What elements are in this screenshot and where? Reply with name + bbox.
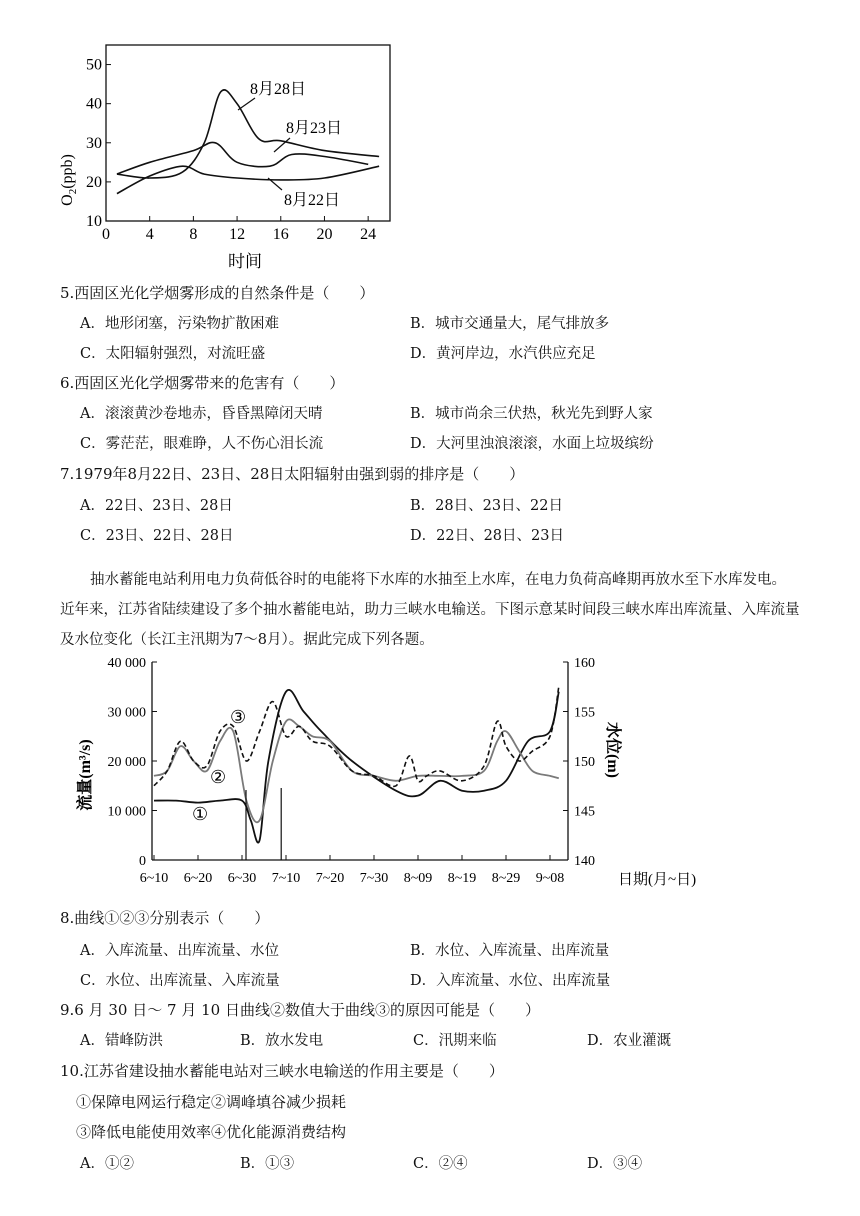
series-line-2 — [117, 166, 379, 193]
x-tick-label: 8~09 — [403, 871, 433, 886]
y-left-tick-label: 40 000 — [107, 656, 146, 671]
option-a[interactable]: A．入库流量、出库流量、水位 — [80, 943, 279, 959]
y-tick-label: 10 — [86, 213, 102, 230]
x-tick-label: 8~19 — [447, 871, 477, 886]
y-right-tick-label: 140 — [574, 854, 595, 869]
question-stem: 10.江苏省建设抽水蓄能电站对三峡水电输送的作用主要是（ ） — [60, 1062, 504, 1080]
option-a[interactable]: A．地形闭塞，污染物扩散困难 — [80, 316, 279, 332]
option-b[interactable]: B．城市尚余三伏热，秋光先到野人家 — [410, 406, 653, 422]
y-right-tick-label: 145 — [574, 804, 595, 820]
series-line-1 — [117, 142, 368, 174]
option-c[interactable]: C．水位、出库流量、入库流量 — [80, 973, 280, 989]
chart2-axes — [152, 662, 568, 860]
question-statement: ①保障电网运行稳定②调峰填谷减少损耗 — [76, 1093, 347, 1111]
series-label-aug23: 8月23日 — [286, 120, 343, 137]
option-b[interactable]: B．①③ — [240, 1156, 295, 1172]
x-tick-label: 8 — [189, 226, 198, 243]
chart1-series — [117, 90, 379, 194]
x-tick-label: 0 — [102, 226, 110, 243]
y-tick-label: 30 — [86, 134, 102, 152]
option-d[interactable]: D．22日、28日、23日 — [410, 528, 564, 544]
question-stem: 8.曲线①②③分别表示（ ） — [60, 909, 270, 927]
option-a[interactable]: A．滚滚黄沙卷地赤，昏昏黑障闭天晴 — [80, 406, 323, 422]
y-tick-label: 40 — [86, 95, 102, 113]
option-c[interactable]: C．②④ — [413, 1156, 468, 1172]
y-right-tick-label: 160 — [574, 656, 595, 671]
option-b[interactable]: B．水位、入库流量、出库流量 — [410, 943, 610, 959]
ozone-line-chart — [50, 40, 410, 275]
reservoir-flow-chart — [60, 650, 697, 895]
curve-label-3: ③ — [230, 707, 247, 727]
option-a[interactable]: A．错峰防洪 — [80, 1033, 163, 1049]
x-tick-label: 7~30 — [359, 871, 389, 886]
option-d[interactable]: D．农业灌溉 — [587, 1033, 672, 1049]
question-stem: 6.西固区光化学烟雾带来的危害有（ ） — [60, 374, 345, 392]
curve-label-2: ② — [210, 767, 227, 787]
y-left-tick-label: 30 000 — [107, 705, 146, 721]
y-right-tick-label: 150 — [574, 755, 595, 770]
x-tick-label: 20 — [316, 226, 333, 243]
series-label-aug22: 8月22日 — [284, 192, 341, 209]
x-tick-label: 7~10 — [271, 871, 301, 886]
y-right-tick-label: 155 — [574, 705, 595, 721]
option-b[interactable]: B．城市交通量大，尾气排放多 — [410, 316, 610, 332]
x-tick-label: 16 — [272, 226, 289, 243]
chart2-ylabel-left: 流量(m³/s) — [77, 739, 94, 811]
question-stem: 9.6 月 30 日～ 7 月 10 日曲线②数值大于曲线③的原因可能是（ ） — [60, 1001, 540, 1019]
y-left-tick-label: 0 — [139, 854, 146, 869]
chart1-ylabel: $O_2(ppb)$ — [59, 154, 79, 206]
option-d[interactable]: D．③④ — [587, 1156, 643, 1172]
option-d[interactable]: D．黄河岸边，水汽供应充足 — [410, 346, 596, 362]
chart2-ylabel-right: 水位(m) — [604, 722, 621, 778]
chart1-frame — [106, 45, 390, 221]
x-tick-label: 8~29 — [491, 871, 521, 886]
option-c[interactable]: C．雾茫茫，眼难睁，人不伤心泪长流 — [80, 436, 324, 452]
chart1-axes — [106, 45, 390, 221]
option-d[interactable]: D．入库流量、水位、出库流量 — [410, 973, 611, 989]
option-a[interactable]: A．22日、23日、28日 — [80, 498, 233, 514]
x-tick-label: 7~20 — [315, 871, 345, 886]
x-tick-label: 6~30 — [227, 871, 257, 886]
option-b[interactable]: B．放水发电 — [240, 1033, 324, 1049]
series-label-aug28: 8月28日 — [250, 81, 307, 98]
chart1-ticks — [86, 57, 376, 243]
x-tick-label: 6~10 — [139, 871, 169, 886]
option-c[interactable]: C．汛期来临 — [413, 1033, 497, 1049]
option-c[interactable]: C．23日、22日、28日 — [80, 528, 234, 544]
option-d[interactable]: D．大河里浊浪滚滚，水面上垃圾缤纷 — [410, 436, 654, 452]
y-tick-label: 50 — [86, 56, 102, 74]
x-tick-label: 24 — [360, 226, 377, 243]
x-tick-label: 4 — [145, 226, 154, 243]
x-tick-label: 9~08 — [535, 871, 565, 886]
y-tick-label: 20 — [86, 173, 102, 191]
x-tick-label: 6~20 — [183, 871, 213, 886]
option-a[interactable]: A．①② — [80, 1156, 134, 1172]
y-left-tick-label: 20 000 — [107, 755, 146, 770]
option-c[interactable]: C．太阳辐射强烈，对流旺盛 — [80, 346, 266, 362]
passage-text: 抽水蓄能电站利用电力负荷低谷时的电能将下水库的水抽至上水库，在电力负荷高峰期再放水至下水库发电。近年来，江苏省陆续建设了多个抽水蓄能电站，助力三峡水电输送。下图示意某时间段三峡水库出库流量、入库流量及水位变化（长江主汛期为7～8月）。据此完成下列各题。 — [60, 572, 800, 648]
question-stem: 7.1979年8月22日、23日、28日太阳辐射由强到弱的排序是（ ） — [60, 465, 525, 483]
chart1-xlabel: 时间 — [228, 252, 262, 271]
chart2-xlabel: 日期(月~日) — [618, 872, 697, 888]
leader-aug28 — [238, 98, 255, 110]
question-statement: ③降低电能使用效率④优化能源消费结构 — [76, 1123, 347, 1141]
option-b[interactable]: B．28日、23日、22日 — [410, 498, 564, 514]
y-left-tick-label: 10 000 — [107, 804, 146, 820]
question-stem: 5.西固区光化学烟雾形成的自然条件是（ ） — [60, 284, 375, 302]
x-tick-label: 12 — [229, 226, 246, 243]
curve-label-1: ① — [192, 804, 209, 824]
